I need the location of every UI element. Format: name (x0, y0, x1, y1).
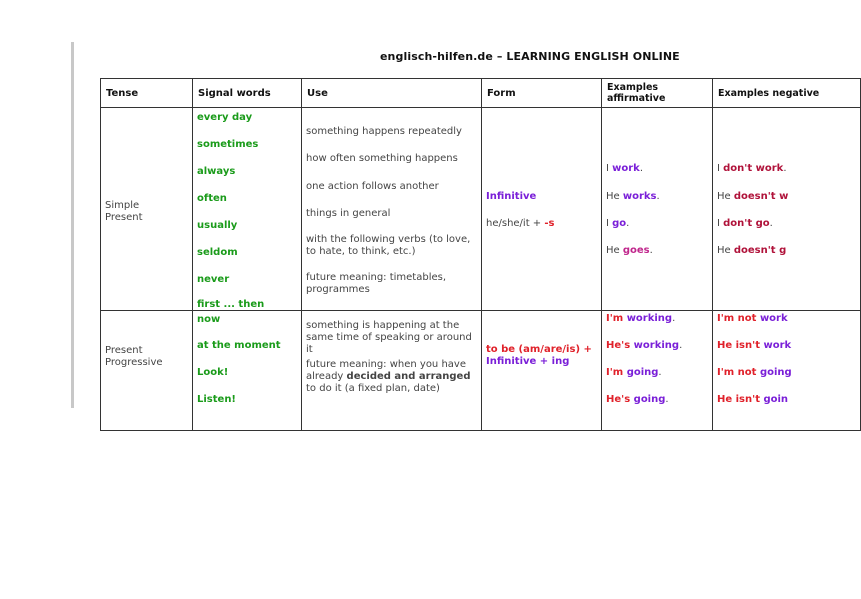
example-affirmative (606, 367, 662, 379)
example-text: He (717, 245, 734, 256)
signal-word: every day (197, 112, 253, 123)
tense-simple-present: Simple Present (105, 200, 143, 223)
use-bold-text: decided and arranged (346, 371, 471, 382)
example-text: . (658, 367, 662, 378)
example-affirmative (606, 394, 669, 406)
example-negative (717, 313, 788, 325)
examples-negative-cell (713, 311, 861, 431)
header-form: Form (482, 79, 602, 108)
example-text: He's (606, 394, 634, 405)
form-infinitive: Infinitive (486, 191, 537, 202)
example-text: . (769, 218, 773, 229)
header-use: Use (302, 79, 482, 108)
example-negative (717, 394, 788, 406)
form-third-person (486, 218, 554, 230)
signal-word: sometimes (197, 139, 259, 150)
example-text: I'm not (717, 313, 760, 324)
tense-table-wrapper (100, 78, 820, 408)
example-verb: goin (763, 394, 789, 405)
example-text: . (665, 394, 669, 405)
use-cell (302, 311, 482, 431)
example-verb: going (633, 394, 666, 405)
example-text: . (679, 340, 683, 351)
example-text: I (606, 218, 613, 229)
signal-words-cell (193, 108, 302, 311)
example-verb: go (612, 218, 627, 229)
example-verb: work (763, 340, 792, 351)
example-text: I'm not (717, 367, 760, 378)
example-text: He (606, 245, 623, 256)
header-examples-negative: Examples negative (713, 79, 861, 108)
example-verb: working (633, 340, 680, 351)
example-text: I (606, 163, 613, 174)
form-infinitive-ing: Infinitive + ing (486, 356, 570, 367)
use-item: with the following verbs (to love, to hate, to think, etc.) (306, 234, 471, 257)
example-text: I (717, 218, 724, 229)
example-verb: work (612, 163, 640, 174)
use-item: something is happening at the same time of speaking or around it (306, 320, 472, 355)
example-negative (717, 218, 773, 230)
use-item: how often something happens (306, 153, 458, 164)
example-affirmative (606, 218, 629, 230)
tense-cell (101, 311, 193, 431)
signal-word: now (197, 314, 221, 325)
example-affirmative (606, 313, 675, 325)
signal-word: at the moment (197, 340, 281, 351)
example-verb: works (622, 191, 657, 202)
header-tense: Tense (101, 79, 193, 108)
example-text: I'm (606, 367, 627, 378)
tense-table (100, 78, 861, 431)
example-text: He (717, 191, 734, 202)
signal-word: Look! (197, 367, 229, 378)
use-item (306, 359, 480, 395)
example-text: He (606, 191, 623, 202)
example-text: He isn't (717, 340, 764, 351)
example-negative (717, 340, 791, 352)
examples-affirmative-cell (602, 311, 713, 431)
form-third-person-prefix: he/she/it + (486, 218, 545, 229)
use-text: future meaning: when you have already (306, 359, 466, 382)
example-text: I (717, 163, 724, 174)
example-verb: work (759, 313, 788, 324)
header-examples-affirmative: Examples affirmative (602, 79, 713, 108)
table-row-present-progressive (101, 311, 861, 431)
signal-word: usually (197, 220, 238, 231)
example-verb: working (626, 313, 673, 324)
example-text: . (649, 245, 653, 256)
example-text: I'm (606, 313, 627, 324)
use-item: future meaning: timetables, programmes (306, 272, 447, 295)
signal-word: first ... then (197, 299, 265, 310)
signal-word: often (197, 193, 227, 204)
form-cell (482, 311, 602, 431)
example-text: . (626, 218, 630, 229)
signal-word: seldom (197, 247, 238, 258)
header-row (101, 79, 861, 108)
example-negative (717, 245, 786, 257)
signal-word: always (197, 166, 236, 177)
example-affirmative (606, 340, 682, 352)
form-cell (482, 108, 602, 311)
example-affirmative (606, 245, 653, 257)
example-negative (717, 367, 792, 379)
use-cell (302, 108, 482, 311)
example-affirmative (606, 191, 660, 203)
signal-word: never (197, 274, 230, 285)
example-verb: don't go (723, 218, 770, 229)
tense-cell (101, 108, 193, 311)
example-verb: going (626, 367, 659, 378)
table-row-simple-present (101, 108, 861, 311)
example-text: He's (606, 340, 634, 351)
use-item: one action follows another (306, 181, 439, 192)
signal-words-cell (193, 311, 302, 431)
left-margin-bar (71, 42, 74, 408)
example-negative (717, 191, 788, 203)
header-signal-words: Signal words (193, 79, 302, 108)
example-text: . (672, 313, 676, 324)
signal-word: Listen! (197, 394, 236, 405)
examples-affirmative-cell (602, 108, 713, 311)
form-to-be: to be (am/are/is) + (486, 344, 592, 355)
example-text: . (656, 191, 660, 202)
example-verb: doesn't w (733, 191, 789, 202)
examples-negative-cell (713, 108, 861, 311)
tense-present-progressive: Present Progressive (105, 345, 163, 368)
example-text: He isn't (717, 394, 764, 405)
example-text: . (783, 163, 787, 174)
page-title: englisch-hilfen.de – LEARNING ENGLISH ONLINE (380, 50, 680, 63)
example-negative (717, 163, 787, 175)
example-verb: doesn't g (733, 245, 787, 256)
example-verb: going (759, 367, 792, 378)
use-item: something happens repeatedly (306, 126, 462, 137)
example-affirmative (606, 163, 643, 175)
example-verb: don't work (723, 163, 784, 174)
use-text: to do it (a fixed plan, date) (306, 383, 440, 394)
form-suffix-s: -s (544, 218, 555, 229)
example-verb: goes (622, 245, 650, 256)
use-item: things in general (306, 208, 391, 219)
example-text: . (639, 163, 644, 174)
